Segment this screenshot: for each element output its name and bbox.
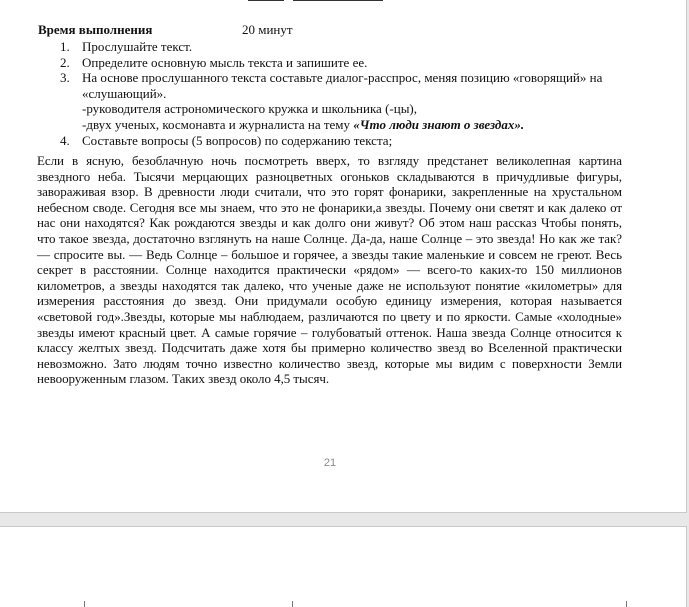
cropped-text-fragment	[293, 0, 383, 1]
next-page	[0, 526, 687, 607]
cropped-text-fragment	[248, 0, 284, 1]
task-theme: «Что люди знают о звездах».	[353, 116, 525, 132]
table-border	[626, 601, 627, 607]
task-subitem-text: -двух ученых, космонавта и журналиста на тему	[82, 116, 354, 132]
table-border	[292, 601, 293, 607]
task-text: Определите основную мысль текста и запишите ее.	[82, 54, 368, 70]
task-list	[38, 39, 623, 148]
table-border	[84, 601, 85, 607]
task-number: 3.	[60, 70, 70, 86]
page-number: 21	[323, 457, 337, 469]
task-text: Прослушайте текст.	[82, 39, 193, 54]
task-subitem: -руководителя астрономического кружка и школьника (-цы),	[82, 101, 418, 117]
task-subitem	[82, 117, 623, 133]
task-number: 1.	[60, 39, 70, 54]
time-header	[38, 22, 293, 38]
task-text: На основе прослушанного текста составьте диалог-расспрос, меняя позицию «говорящий» на «слушающий».	[82, 70, 603, 101]
task-number: 4.	[60, 132, 70, 148]
task-text: Составьте вопросы (5 вопросов) по содержанию текста;	[82, 132, 393, 148]
time-duration: 20 минут	[242, 22, 293, 37]
time-label: Время выполнения	[38, 22, 153, 37]
task-item	[38, 55, 623, 71]
task-number: 2.	[60, 54, 70, 70]
task-item	[38, 70, 623, 132]
task-item	[38, 133, 623, 149]
task-item	[38, 39, 623, 55]
reading-passage: Если в ясную, безоблачную ночь посмотреть вверх, то взгляду предстанет великолепная картина звездного неба. Тысячи мерцающих разноцветных огоньков складываются в причудливые фигуры, завораживая взор. В древности люди считали, что это горят фонарики, закрепленные на хрустальном небесном своде. Сегодня все мы знаем, что это не фонарики,а звезды. Почему они светят и как далеко от нас они находятся? Как рождаются звезды и как долго они живут? Об этом наш рассказ Чтобы понять, что такое звезда, достаточно взглянуть на наше Солнце. Да-да, наше Солнце – это звезда! Но как же так? — спросите вы. — Ведь Солнце – большое и горячее, а звезды такие маленькие и совсем не греют. Весь секрет в расстоянии. Солнце находится практически «рядом» — всего-то каких-то 150 миллионов километров, а звезды находятся так далеко, что ученые даже не используют понятие «километры» для измерения расстояния до звезд. Они придумали особую единицу измерения, которая называется «световой год».Звезды, которые мы наблюдаем, различаются по цвету и по яркости. Самые «холодные» звезды имеют красный цвет. А самые горячие – голубоватый оттенок. Наша звезда Солнце относится к классу желтых звезд. Подсчитать даже хотя бы примерно количество звезд во Вселенной практически невозможно. Зато людям точно известно количество звезд, которые мы видим с поверхности Земли невооруженным глазом. Таких звезд около 4,5 тысяч.	[37, 153, 622, 387]
